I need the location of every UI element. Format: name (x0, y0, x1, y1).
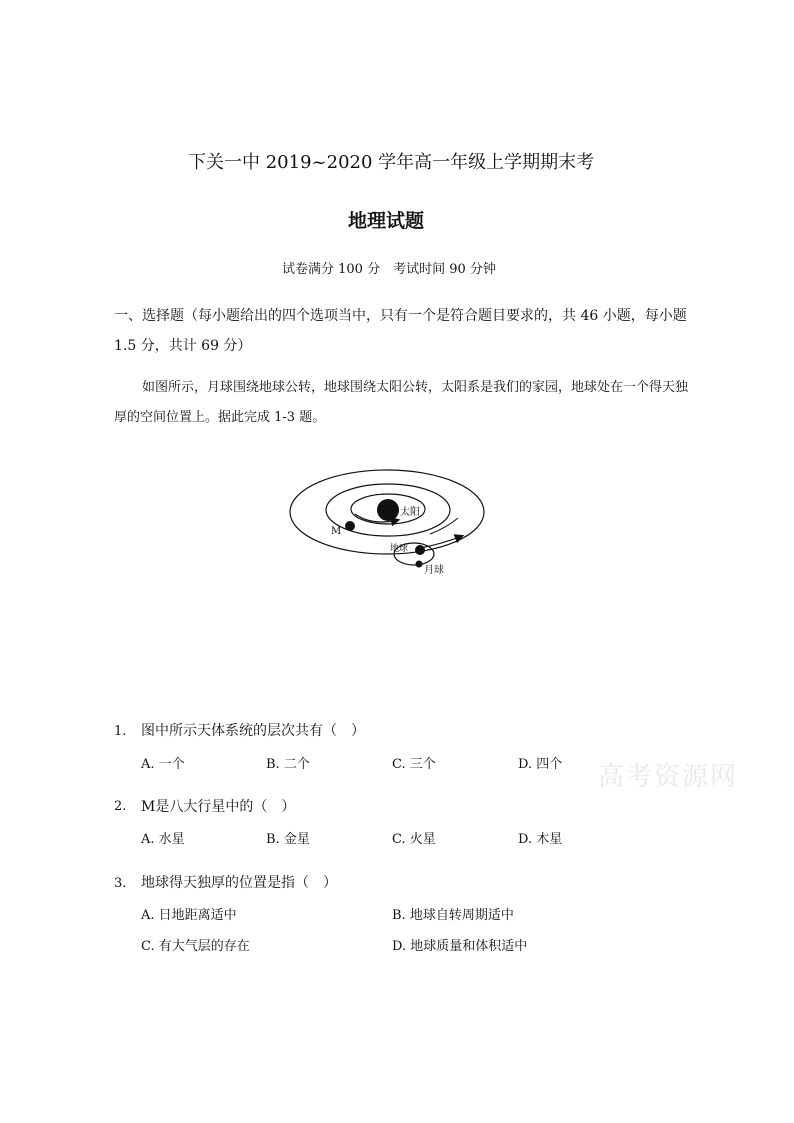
planet-m (345, 521, 355, 531)
question-3-option-b: B. 地球自转周期适中 (392, 908, 514, 923)
watermark: 高考资源网 (598, 762, 739, 792)
solar-system-diagram (280, 462, 500, 582)
label-earth: 地球 (390, 544, 409, 554)
intro-paragraph (114, 373, 694, 433)
section-heading: 一、选择题（每小题给出的四个选项当中，只有一个是符合题目要求的，共 46 小题，每小题 1.5 分，共计 69 分） (114, 308, 687, 354)
question-3-option-a: A. 日地距离适中 (141, 908, 237, 923)
question-1-text: 图中所示天体系统的层次共有（ ） (141, 723, 365, 739)
question-3-text: 地球得天独厚的位置是指（ ） (141, 875, 337, 891)
intro-text: 如图所示，月球围绕地球公转，地球围绕太阳公转，太阳系是我们的家园，地球处在一个得天独厚的空间位置上。据此完成 1-3 题。 (114, 380, 689, 425)
question-2-option-d: D. 木星 (518, 832, 563, 847)
exam-meta: 试卷满分 100 分 考试时间 90 分钟 (282, 262, 496, 277)
label-m: M (331, 526, 342, 537)
question-1-option-d: D. 四个 (518, 757, 563, 772)
exam-title: 下关一中 2019~2020 学年高一年级上学期期末考 (188, 152, 595, 173)
question-1-option-a: A. 一个 (141, 757, 185, 772)
question-1-option-c: C. 三个 (392, 757, 436, 772)
question-2-option-c: C. 火星 (392, 832, 436, 847)
question-2-text: M是八大行星中的（ ） (141, 799, 296, 815)
question-2-option-a: A. 水星 (141, 832, 185, 847)
label-moon: 月球 (424, 565, 444, 576)
subject-title: 地理试题 (348, 210, 425, 232)
moon-body (416, 561, 423, 568)
earth-body (415, 545, 425, 555)
question-3-option-c: C. 有大气层的存在 (141, 939, 250, 954)
middle-orbit-arrow (430, 518, 458, 534)
label-sun: 太阳 (400, 507, 420, 518)
question-2-number: 2. (114, 799, 127, 814)
question-2-option-b: B. 金星 (266, 832, 310, 847)
question-3-option-d: D. 地球质量和体积适中 (392, 939, 528, 954)
sun-body (377, 499, 399, 521)
question-1-number: 1. (114, 724, 127, 739)
question-1-option-b: B. 二个 (266, 757, 310, 772)
question-3-number: 3. (114, 876, 127, 891)
